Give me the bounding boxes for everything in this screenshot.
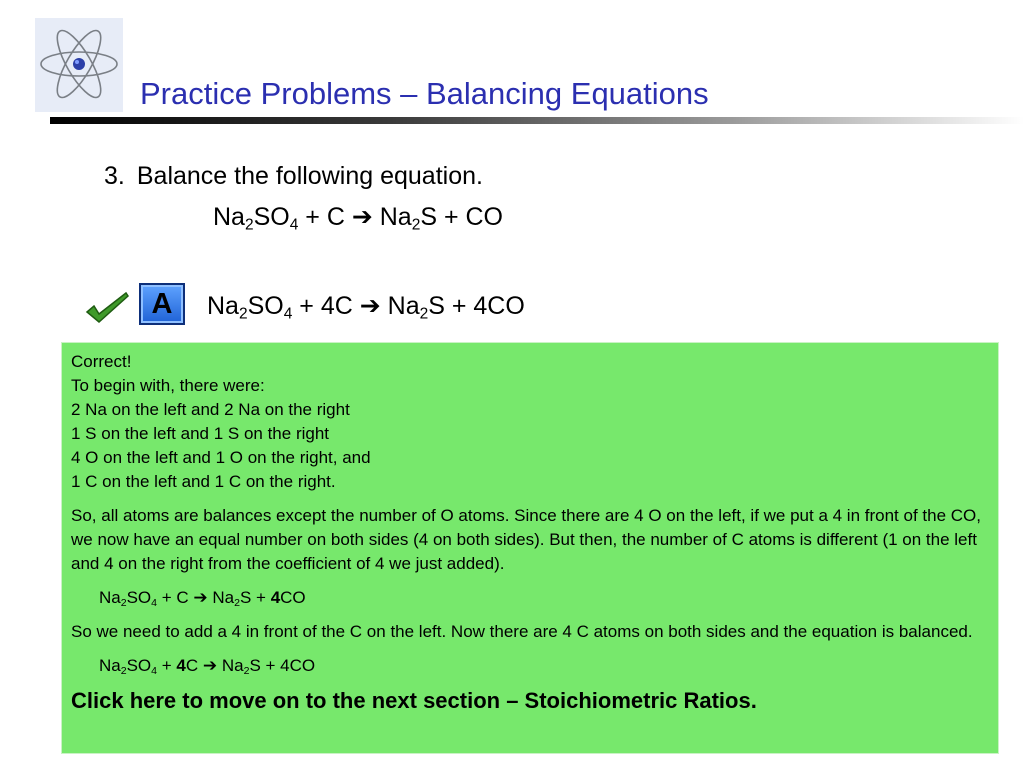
- problem-prompt: [104, 162, 483, 191]
- feedback-line: To begin with, there were:: [71, 376, 265, 395]
- feedback-line: Correct!: [71, 352, 132, 371]
- answer-equation: $Na_2SO_4 + 4C$ ➔ $Na_2S + 4CO$: [207, 292, 525, 323]
- intermediate-equation: $Na_2SO_4 + C$ ➔ $Na_2S + 4CO$: [99, 588, 306, 610]
- feedback-line: 1 C on the left and 1 C on the right.: [71, 472, 336, 491]
- arrow-icon: ➔: [193, 588, 208, 607]
- feedback-panel: [61, 342, 999, 754]
- atom-logo-icon: [35, 18, 123, 112]
- balanced-equation: $Na_2SO_4 + 4C$ ➔ $Na_2S + 4CO$: [99, 656, 316, 678]
- feedback-line: 2 Na on the left and 2 Na on the right: [71, 400, 350, 419]
- title-divider: [50, 117, 1024, 124]
- arrow-icon: ➔: [351, 203, 373, 231]
- answer-a-button[interactable]: A: [139, 283, 185, 325]
- problem-number: 3.: [104, 162, 125, 190]
- feedback-line: 1 S on the left and 1 S on the right: [71, 424, 330, 443]
- explanation-paragraph-1: So, all atoms are balances except the number of O atoms. Since there are 4 O on the left, if we put a 4 in front of the CO, we now have an equal number on both sides (4 on both sides). But then, the number of C atoms is different (1 on the left and 4 on the right from the coefficient of 4 we just added).: [71, 506, 981, 573]
- problem-text: Balance the following equation.: [136, 162, 483, 190]
- atom-icon: [35, 18, 123, 112]
- arrow-icon: ➔: [359, 292, 381, 320]
- feedback-line: 4 O on the left and 1 O on the right, and: [71, 448, 371, 467]
- arrow-icon: ➔: [202, 656, 218, 675]
- page-title: Practice Problems – Balancing Equations: [140, 76, 709, 111]
- explanation-paragraph-2: So we need to add a 4 in front of the C on the left. Now there are 4 C atoms on both sides and the equation is balanced.: [71, 622, 973, 641]
- problem-equation: $Na_2SO_4 + C$ ➔ $Na_2S$ + CO: [213, 203, 503, 234]
- answer-row: [84, 280, 684, 330]
- checkmark-icon: [84, 290, 130, 324]
- next-section-link[interactable]: Click here to move on to the next section – Stoichiometric Ratios.: [71, 688, 757, 713]
